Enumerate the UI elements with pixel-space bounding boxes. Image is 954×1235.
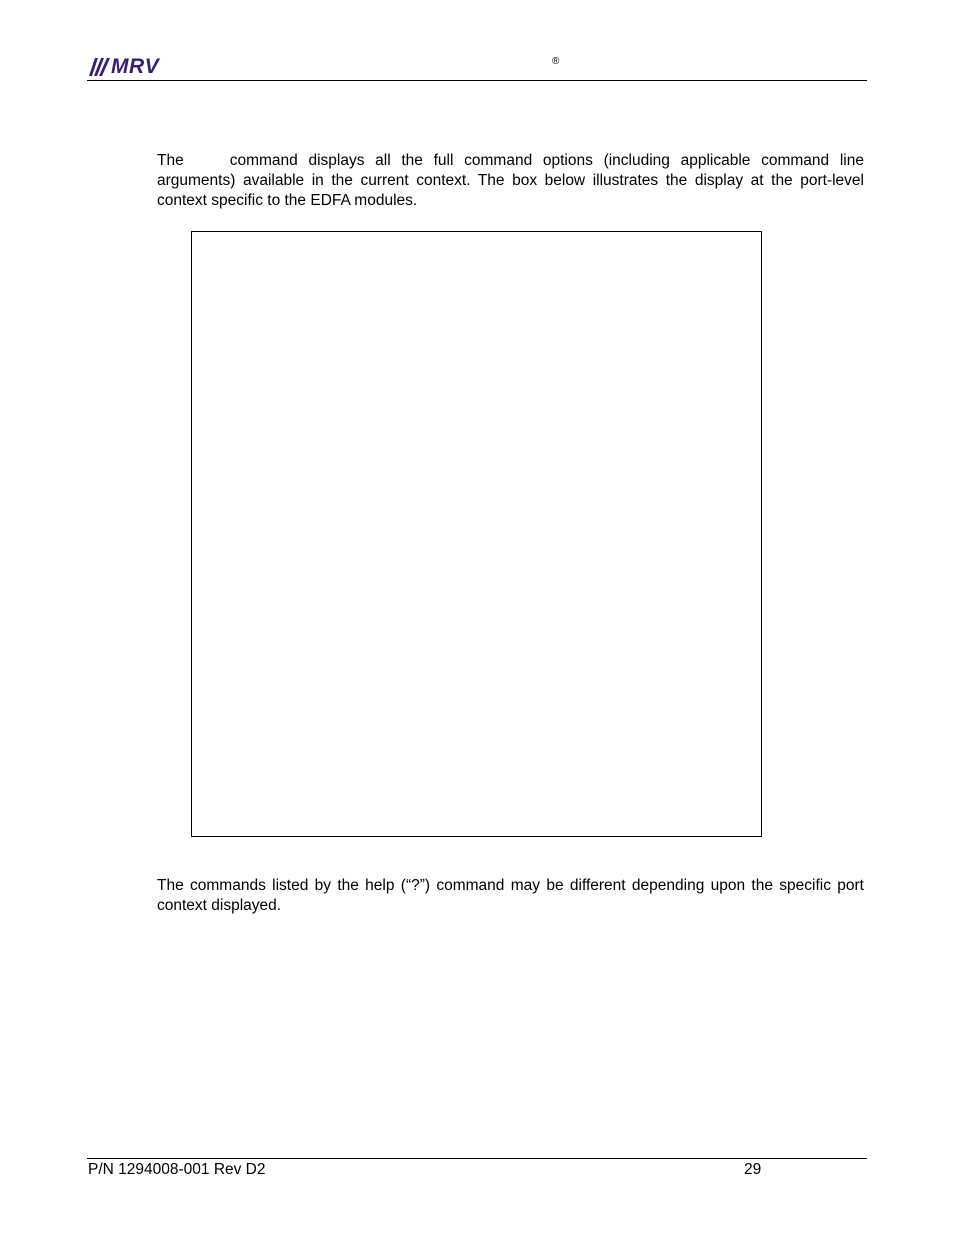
mrv-logo [89,56,179,78]
intro-rest: command displays all the full command options (including applicable command line arguments) available in the current context. The box below illustrates the display at the port-level context specific to the EDFA modules. [157,152,864,209]
intro-paragraph [157,151,864,211]
note-paragraph: The commands listed by the help (“?”) command may be different depending upon the specific port context displayed. [157,877,864,914]
intro-lead: The [157,152,184,169]
page-number: 29 [744,1161,762,1178]
mrv-logo-mark-icon [89,56,111,78]
part-number: P/N 1294008-001 Rev D2 [88,1161,266,1178]
command-output-box [191,231,762,837]
page-header [87,52,867,81]
page-footer [87,1158,867,1178]
registered-mark: ® [552,56,560,67]
logo-text: MRV [111,55,160,78]
